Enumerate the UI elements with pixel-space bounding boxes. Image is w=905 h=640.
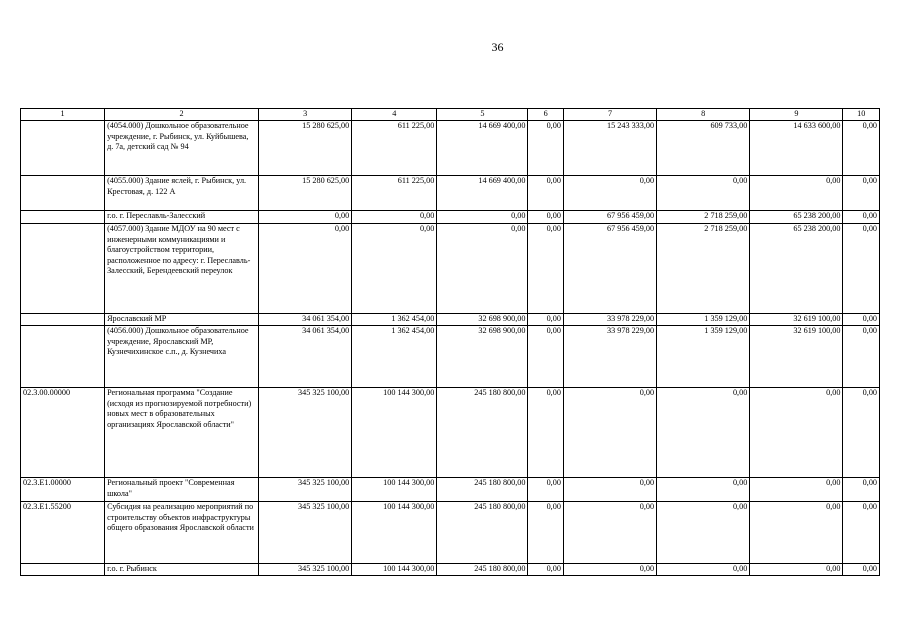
row-value-cell: 345 325 100,00 [259,502,352,564]
budget-table [20,108,880,576]
row-value-cell: 0,00 [657,478,750,502]
row-value-cell: 32 698 900,00 [437,314,528,326]
row-value-cell: 100 144 300,00 [352,388,437,478]
row-value-cell: 67 956 459,00 [563,211,656,224]
row-value-cell: 0,00 [528,121,563,176]
row-value-cell: 0,00 [259,224,352,314]
row-value-cell: 0,00 [750,176,843,211]
row-value-cell: 0,00 [843,224,880,314]
row-value-cell: 15 243 333,00 [563,121,656,176]
row-value-cell: 2 718 259,00 [657,224,750,314]
table-row [21,502,880,564]
row-name-cell: (4057.000) Здание МДОУ на 90 мест с инженерными коммуникациями и благоустройством территории, расположенное по адресу: г. Переславль-Залесский, Берендеевский переулок [105,224,259,314]
row-value-cell: 0,00 [563,388,656,478]
row-value-cell: 0,00 [657,502,750,564]
column-header: 6 [528,109,563,121]
row-value-cell: 34 061 354,00 [259,326,352,388]
row-value-cell: 609 733,00 [657,121,750,176]
row-value-cell: 1 359 129,00 [657,314,750,326]
page-number: 36 [491,40,504,54]
row-value-cell: 0,00 [750,388,843,478]
row-value-cell: 15 280 625,00 [259,121,352,176]
row-value-cell: 100 144 300,00 [352,564,437,576]
column-header: 10 [843,109,880,121]
table-header-row [21,109,880,121]
table-row [21,176,880,211]
row-code-cell [21,224,105,314]
row-value-cell: 245 180 800,00 [437,478,528,502]
row-value-cell: 15 280 625,00 [259,176,352,211]
row-code-cell: 02.3.00.00000 [21,388,105,478]
row-value-cell: 0,00 [528,388,563,478]
column-header: 5 [437,109,528,121]
row-value-cell: 14 669 400,00 [437,121,528,176]
row-value-cell: 100 144 300,00 [352,478,437,502]
table-row [21,121,880,176]
row-value-cell: 0,00 [528,502,563,564]
row-value-cell: 0,00 [843,478,880,502]
row-value-cell: 0,00 [657,176,750,211]
row-name-cell: Субсидия на реализацию мероприятий по строительству объектов инфраструктуры общего образования Ярославской области [105,502,259,564]
column-header: 8 [657,109,750,121]
row-code-cell [21,564,105,576]
column-header: 2 [105,109,259,121]
row-value-cell: 34 061 354,00 [259,314,352,326]
row-value-cell: 611 225,00 [352,176,437,211]
row-value-cell: 345 325 100,00 [259,478,352,502]
row-value-cell: 1 362 454,00 [352,314,437,326]
row-value-cell: 0,00 [528,326,563,388]
row-value-cell: 1 359 129,00 [657,326,750,388]
row-value-cell: 245 180 800,00 [437,388,528,478]
table-row [21,224,880,314]
row-value-cell: 345 325 100,00 [259,564,352,576]
row-value-cell: 33 978 229,00 [563,314,656,326]
row-value-cell: 0,00 [563,564,656,576]
column-header: 9 [750,109,843,121]
row-code-cell [21,176,105,211]
row-code-cell [21,326,105,388]
row-value-cell: 33 978 229,00 [563,326,656,388]
row-value-cell: 0,00 [843,121,880,176]
row-value-cell: 0,00 [352,211,437,224]
row-value-cell: 14 633 600,00 [750,121,843,176]
row-value-cell: 32 698 900,00 [437,326,528,388]
row-name-cell: Региональная программа "Создание (исходя из прогнозируемой потребности) новых мест в образовательных организациях Ярославской области" [105,388,259,478]
row-code-cell [21,121,105,176]
table-row [21,211,880,224]
table-row [21,314,880,326]
row-value-cell: 245 180 800,00 [437,502,528,564]
row-name-cell: г.о. г. Рыбинск [105,564,259,576]
column-header: 4 [352,109,437,121]
table-row [21,388,880,478]
row-name-cell: (4055.000) Здание яслей, г. Рыбинск, ул. Крестовая, д. 122 А [105,176,259,211]
row-value-cell: 100 144 300,00 [352,502,437,564]
column-header: 7 [563,109,656,121]
row-value-cell: 611 225,00 [352,121,437,176]
row-value-cell: 245 180 800,00 [437,564,528,576]
row-code-cell [21,211,105,224]
row-value-cell: 67 956 459,00 [563,224,656,314]
row-value-cell: 0,00 [563,478,656,502]
row-value-cell: 345 325 100,00 [259,388,352,478]
row-name-cell: (4054.000) Дошкольное образовательное учреждение, г. Рыбинск, ул. Куйбышева, д. 7а, детский сад № 94 [105,121,259,176]
row-value-cell: 0,00 [528,314,563,326]
row-name-cell: г.о. г. Переславль-Залесский [105,211,259,224]
row-value-cell: 0,00 [750,478,843,502]
row-value-cell: 14 669 400,00 [437,176,528,211]
row-name-cell: (4056.000) Дошкольное образовательное учреждение, Ярославский МР, Кузнечихинское с.п., д. Кузнечиха [105,326,259,388]
row-value-cell: 0,00 [528,478,563,502]
row-code-cell: 02.3.E1.55200 [21,502,105,564]
row-value-cell: 0,00 [657,388,750,478]
column-header: 1 [21,109,105,121]
row-value-cell: 0,00 [563,176,656,211]
row-value-cell: 0,00 [352,224,437,314]
row-value-cell: 0,00 [528,564,563,576]
row-value-cell: 0,00 [528,224,563,314]
row-value-cell: 2 718 259,00 [657,211,750,224]
row-value-cell: 65 238 200,00 [750,211,843,224]
row-value-cell: 0,00 [843,564,880,576]
row-value-cell: 0,00 [843,176,880,211]
row-value-cell: 0,00 [750,502,843,564]
row-value-cell: 32 619 100,00 [750,314,843,326]
row-value-cell: 0,00 [750,564,843,576]
row-value-cell: 65 238 200,00 [750,224,843,314]
row-name-cell: Ярославский МР [105,314,259,326]
row-value-cell: 0,00 [528,211,563,224]
row-value-cell: 0,00 [843,211,880,224]
row-code-cell: 02.3.E1.00000 [21,478,105,502]
column-header: 3 [259,109,352,121]
row-value-cell: 0,00 [843,326,880,388]
row-value-cell: 0,00 [563,502,656,564]
row-value-cell: 0,00 [528,176,563,211]
row-value-cell: 0,00 [437,224,528,314]
row-value-cell: 0,00 [843,314,880,326]
row-value-cell: 1 362 454,00 [352,326,437,388]
row-value-cell: 0,00 [437,211,528,224]
row-value-cell: 0,00 [843,388,880,478]
row-value-cell: 0,00 [657,564,750,576]
row-value-cell: 0,00 [843,502,880,564]
row-value-cell: 32 619 100,00 [750,326,843,388]
table-row [21,478,880,502]
table-row [21,564,880,576]
row-value-cell: 0,00 [259,211,352,224]
table-row [21,326,880,388]
row-code-cell [21,314,105,326]
row-name-cell: Региональный проект "Современная школа" [105,478,259,502]
